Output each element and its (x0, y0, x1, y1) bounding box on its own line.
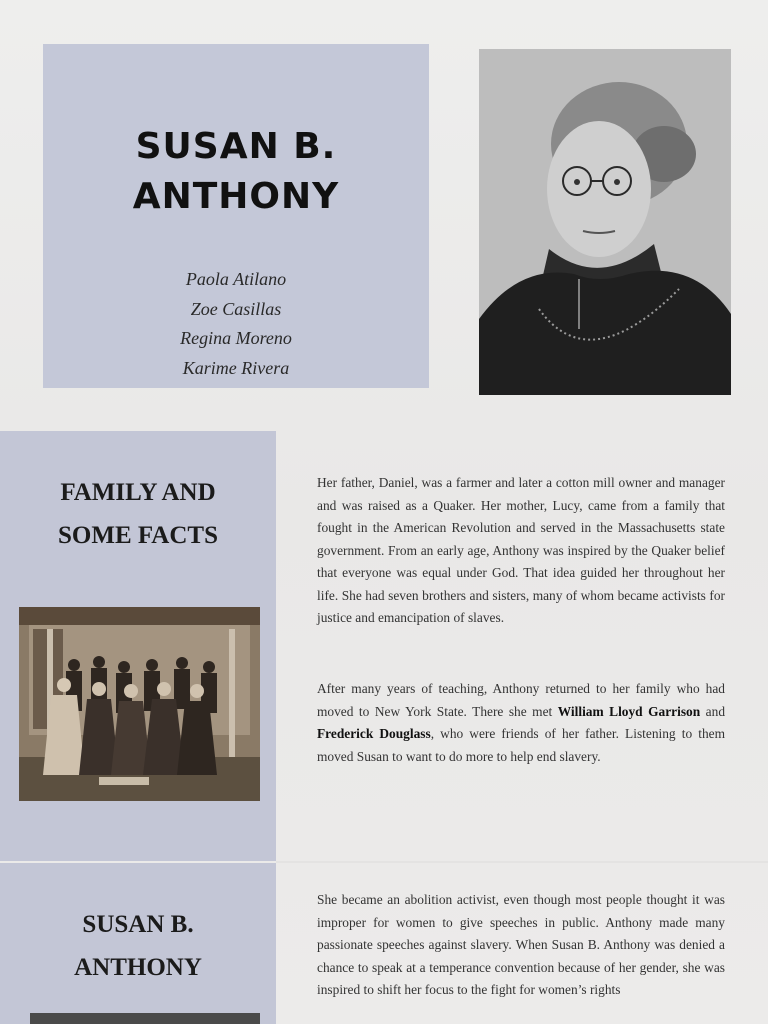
susan-section-panel (0, 863, 276, 1024)
heading-line: SUSAN B. (82, 911, 194, 938)
heading-line: ANTHONY (74, 954, 202, 981)
bold-name-douglass: Frederick Douglass (317, 726, 431, 741)
paragraph-new-york (317, 678, 725, 768)
text-span: After many years of teaching, Anthony returned to her family who had moved to New York State. There she met (317, 681, 725, 719)
portrait-photo (479, 49, 731, 395)
heading-line: FAMILY AND (60, 479, 216, 506)
section-divider (276, 861, 768, 863)
title-card (43, 44, 429, 388)
author-name: Paola Atilano (185, 269, 287, 289)
author-name: Zoe Casillas (190, 298, 282, 319)
family-section-heading (0, 471, 276, 557)
text-span: , who were friends of her father. Listening to them moved Susan to want to do more to help end slavery. (317, 726, 726, 764)
cropped-photo (30, 1013, 260, 1024)
paragraph-abolition: She became an abolition activist, even though most people thought it was improper for women to give speeches in public. Anthony made many passionate speeches against slavery. When Susan B. Anthony was denied a chance to speak at a temperance convention because of her gender, she was inspired to shift her focus to the fight for women’s rights (317, 892, 725, 997)
family-section-panel (0, 431, 276, 861)
title-line-1: SUSAN B. (135, 126, 337, 167)
paragraph-family-background: Her father, Daniel, was a farmer and later a cotton mill owner and manager and was raised as a Quaker. Her mother, Lucy, came from a family that fought in the American Revolution and served in the Massachusetts state government. From an early age, Anthony was inspired by the Quaker belief that everyone was equal under God. That idea guided her throughout her life. She had seven brothers and sisters, many of whom became activists for justice and emancipation of slaves. (317, 475, 725, 625)
group-photo (19, 607, 260, 801)
title-line-2: ANTHONY (132, 176, 340, 217)
portrait-illustration (479, 49, 731, 395)
author-name: Karime Rivera (182, 357, 290, 378)
page-title (43, 122, 429, 222)
group-photo-illustration (19, 607, 260, 801)
heading-line: SOME FACTS (58, 522, 218, 549)
author-list (43, 265, 429, 383)
bold-name-garrison: William Lloyd Garrison (557, 703, 701, 719)
text-span: and (700, 703, 726, 719)
susan-section-heading (0, 903, 276, 989)
author-name: Regina Moreno (180, 328, 292, 348)
